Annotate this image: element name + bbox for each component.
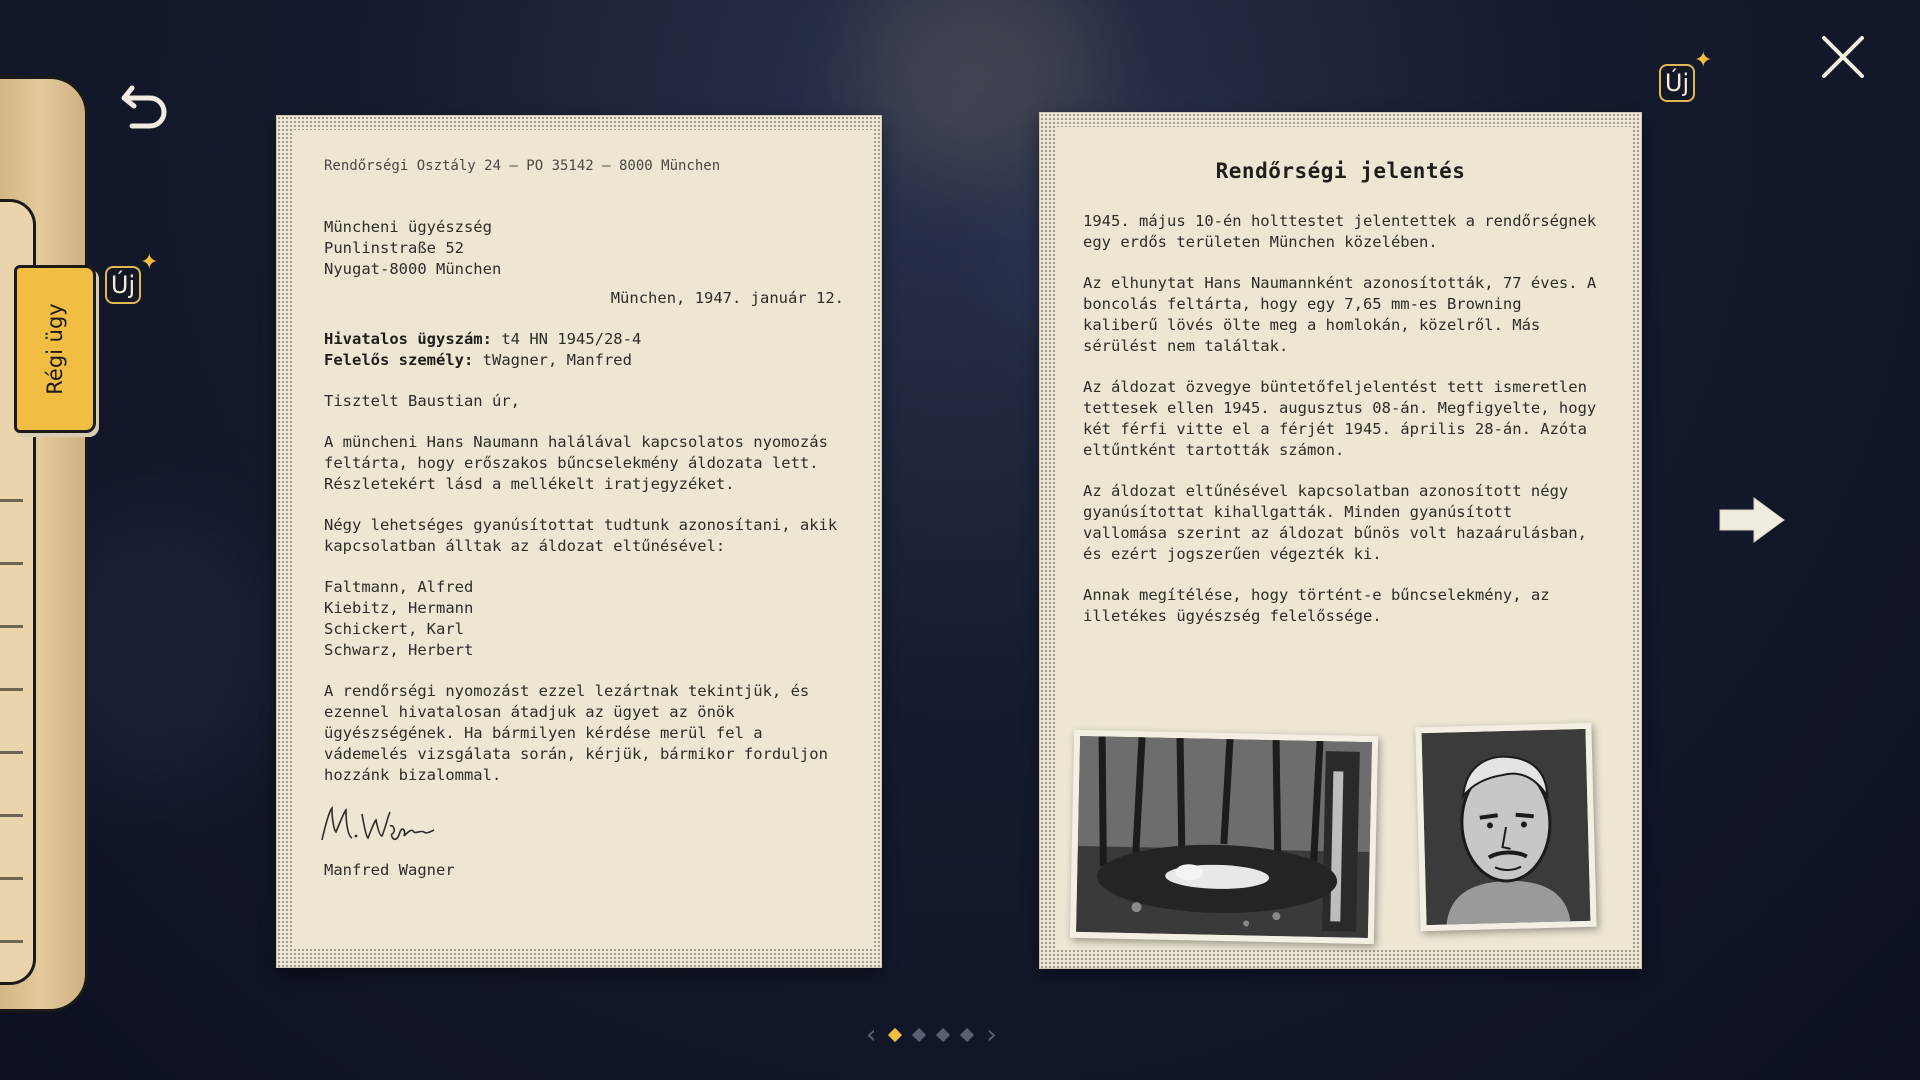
letter-greeting: Tisztelt Baustian úr, bbox=[324, 392, 520, 410]
sparkle-icon: ✦ bbox=[140, 250, 159, 275]
case-tab-old-case[interactable] bbox=[14, 265, 96, 433]
close-button[interactable] bbox=[1818, 32, 1868, 82]
case-number-value: t4 HN 1945/28-4 bbox=[501, 330, 642, 348]
new-badge-top: Új bbox=[1659, 64, 1695, 102]
responsible-person bbox=[324, 350, 844, 371]
page-indicator bbox=[866, 1022, 997, 1048]
responsible-person-value: tWagner, Manfred bbox=[482, 351, 632, 369]
signer-name: Manfred Wagner bbox=[324, 861, 455, 879]
recipient-line: Nyugat-8000 München bbox=[324, 260, 502, 278]
folder-lines bbox=[0, 439, 23, 999]
suspect-name: Kiebitz, Hermann bbox=[324, 599, 474, 617]
letter-paragraph: A müncheni Hans Naumann halálával kapcsolatos nyomozás feltárta, hogy erőszakos bűncselekmény áldozata lett. Részletekért lásd a mellékelt iratjegyzéket. bbox=[324, 433, 828, 493]
back-button[interactable] bbox=[118, 78, 174, 134]
chevron-left-icon[interactable]: ‹ bbox=[866, 1020, 877, 1050]
recipient-line: Müncheni ügyészség bbox=[324, 218, 492, 236]
case-tab-label: Régi ügy bbox=[43, 303, 67, 395]
recipient-line: Punlinstraße 52 bbox=[324, 239, 464, 257]
new-badge-sidebar: Új bbox=[105, 266, 141, 304]
undo-arrow-icon bbox=[118, 78, 174, 134]
letter-date: München, 1947. január 12. bbox=[610, 289, 844, 307]
next-page-button[interactable] bbox=[1718, 496, 1786, 544]
suspect-name: Faltmann, Alfred bbox=[324, 578, 474, 596]
letter-document bbox=[277, 116, 881, 967]
police-report-document bbox=[1040, 113, 1641, 968]
close-icon bbox=[1818, 32, 1868, 82]
suspect-name: Schwarz, Herbert bbox=[324, 641, 474, 659]
letter-paragraph: A rendőrségi nyomozást ezzel lezártnak tekintjük, és ezennel hivatalosan átadjuk az ügyet az önök ügyészségének. Ha bármilyen kérdése merül fel a vádemelés vizsgálata során, kérjük, bármikor forduljon hozzánk bizalommal. bbox=[324, 682, 828, 784]
case-folder bbox=[0, 76, 88, 1012]
report-title: Rendőrségi jelentés bbox=[1215, 159, 1466, 183]
arrow-right-icon bbox=[1718, 496, 1786, 544]
report-body bbox=[1083, 159, 1598, 647]
letter-body bbox=[324, 156, 844, 881]
case-number bbox=[324, 329, 844, 350]
report-paragraph: Az áldozat özvegye büntetőfeljelentést tett ismeretlen tettesek ellen 1945. augusztus 08-án. Megfigyelte, hogy két férfi vitte el a férjét 1945. április 28-án. Azóta eltűntként tartották számon. bbox=[1083, 378, 1597, 459]
responsible-person-label: Felelős személy: bbox=[324, 351, 474, 369]
report-paragraph: Az áldozat eltűnésével kapcsolatban azonosított négy gyanúsítottat kihallgatták. Minden gyanúsított vallomása szerint az áldozat bűnös volt hazaárulásban, és ezért jogszerűen végezték ki. bbox=[1083, 482, 1587, 563]
victim-portrait-photo[interactable] bbox=[1415, 723, 1596, 932]
letter-paragraph: Négy lehetséges gyanúsítottat tudtunk azonosítani, akik kapcsolatban álltak az áldozat eltűnésével: bbox=[324, 516, 838, 555]
report-paragraph: Az elhunytat Hans Naumannként azonosították, 77 éves. A boncolás feltárta, hogy egy 7,65 mm-es Browning kaliberű lövés ölte meg a homlokán, közelről. Más sérülést nem találtak. bbox=[1083, 274, 1597, 355]
crime-scene-photo[interactable] bbox=[1070, 730, 1378, 944]
page-dot[interactable] bbox=[960, 1028, 974, 1042]
letter-header: Rendőrségi Osztály 24 – PO 35142 – 8000 München bbox=[324, 158, 721, 174]
page-dot[interactable] bbox=[936, 1028, 950, 1042]
page-dot[interactable] bbox=[888, 1028, 902, 1042]
signature bbox=[316, 802, 844, 852]
case-number-label: Hivatalos ügyszám: bbox=[324, 330, 492, 348]
sparkle-icon: ✦ bbox=[1694, 48, 1713, 73]
page-dot[interactable] bbox=[912, 1028, 926, 1042]
report-paragraph: 1945. május 10-én holttestet jelentettek a rendőrségnek egy erdős területen München közelében. bbox=[1083, 212, 1597, 251]
chevron-right-icon[interactable]: › bbox=[986, 1020, 997, 1050]
report-paragraph: Annak megítélése, hogy történt-e bűncselekmény, az illetékes ügyészség felelőssége. bbox=[1083, 586, 1550, 625]
suspect-name: Schickert, Karl bbox=[324, 620, 464, 638]
